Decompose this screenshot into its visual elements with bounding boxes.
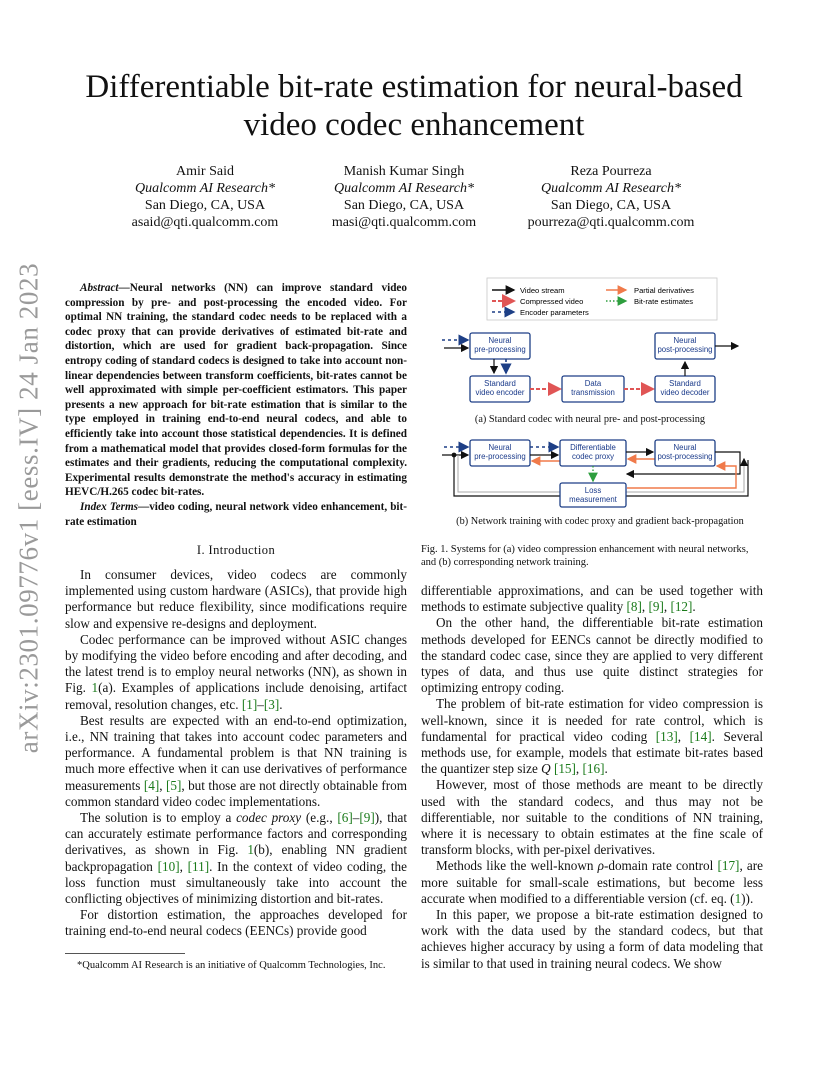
arxiv-identifier-text: arXiv:2301.09776v1 [eess.IV] 24 Jan 2023 — [13, 262, 44, 754]
box-label: post-processing — [657, 345, 713, 354]
author-block — [496, 163, 726, 231]
box-label: measurement — [569, 495, 617, 504]
author-name: Manish Kumar Singh — [343, 164, 465, 179]
title-line-2: video codec enhancement — [243, 107, 585, 143]
citation-link[interactable]: [16] — [582, 761, 605, 777]
author-block — [90, 163, 320, 231]
box-label: Differentiable — [570, 443, 616, 452]
author-email: asaid@qti.qualcomm.com — [131, 215, 279, 230]
legend-compressed-video: Compressed video — [520, 297, 584, 306]
citation-link[interactable]: [1] — [241, 696, 258, 712]
citation-link[interactable]: [9] — [359, 810, 375, 826]
equation-link[interactable]: 1 — [734, 890, 742, 906]
title-line-1: Differentiable bit-rate estimation for neural-based — [85, 69, 743, 105]
author-email: masi@qti.qualcomm.com — [331, 215, 477, 230]
author-affiliation: Qualcomm AI Research* — [135, 181, 275, 196]
citation-link[interactable]: [15] — [553, 761, 576, 777]
paragraph: Codec performance can be improved without ASIC changes by modifying the video before encoding and after decoding, and the latest trend is to employ neural networks (NN), as shown in Fig. 1(a). Examples of applications include denoising, artifact removal, resolution changes, etc. [1]–[3]. — [65, 631, 407, 712]
legend-encoder-parameters: Encoder parameters — [520, 308, 589, 317]
legend-bitrate-estimates: Bit-rate estimates — [634, 297, 694, 306]
citation-link[interactable]: [9] — [648, 599, 664, 615]
citation-link[interactable]: [11] — [187, 858, 210, 874]
box-label: pre-processing — [474, 452, 526, 461]
citation-link[interactable]: [10] — [157, 858, 180, 874]
citation-link[interactable]: [14] — [689, 728, 712, 744]
author-location: San Diego, CA, USA — [550, 198, 672, 213]
box-label: Neural — [673, 443, 697, 452]
legend-video-stream: Video stream — [520, 286, 565, 295]
box-label: Data — [584, 379, 602, 388]
figure-link[interactable]: 1 — [91, 680, 99, 696]
paragraph: The problem of bit-rate estimation for video compression is well-known, since it is needed for rate control, which is fundamental for practical video coding [13], [14]. Several methods use, for example, models that estimate bit-rates based the quantizer step size Q [15], [16]. — [421, 696, 764, 777]
author-affiliation: Qualcomm AI Research* — [334, 181, 474, 196]
author-location: San Diego, CA, USA — [343, 198, 465, 213]
box-label: codec proxy — [571, 452, 615, 461]
author-affiliation: Qualcomm AI Research* — [541, 181, 681, 196]
box-label: Loss — [584, 486, 602, 495]
box-label: transmission — [571, 388, 615, 397]
box-label: Neural — [488, 336, 512, 345]
paragraph: The solution is to employ a codec proxy (e.g., [6]–[9]), that can accurately estimate performance factors and corresponding derivatives, as shown in Fig. 1(b), enabling NN gradient backpropagation [10], [11]. In the context of video coding, the loss function must simultaneously take into account the conflicting objectives of minimizing distortion and bit-rates. — [65, 810, 408, 907]
legend-partial-derivatives: Partial derivatives — [634, 286, 694, 295]
author-name: Amir Said — [176, 164, 234, 179]
figure-diagram — [440, 276, 770, 508]
figure-link[interactable]: 1 — [247, 842, 254, 858]
footnote: *Qualcomm AI Research is an initiative of Qualcomm Technologies, Inc. — [77, 960, 386, 971]
author-name: Reza Pourreza — [570, 164, 652, 179]
index-terms-text: —video coding, neural network video enhancement, bit-rate estimation — [65, 500, 407, 528]
citation-link[interactable]: [8] — [626, 599, 642, 615]
paragraph: Methods like the well-known ρ-domain rate control [17], are more suitable for small-scale estimations, but become less accurate when modified to a differentiable version (cf. eq. (1)). — [421, 858, 763, 906]
citation-link[interactable]: [12] — [670, 599, 693, 615]
box-label: Standard — [669, 379, 701, 388]
paragraph: Best results are expected with an end-to-end optimization, i.e., NN training that takes into account codec parameters and performance. A fundamental problem is that NN training is much more effective when it can use derivatives of performance measurements [4], [5], but those are not directly obtainable from common standard video codec implementations. — [65, 712, 408, 809]
paragraph: However, most of those methods are meant to be directly used with the standard codecs, and thus may not be differentiable, nor suitable to the conditions of NN training, where it is necessary to obtain estimates at the fine scale of transform blocks, with per-pixel derivatives. — [421, 777, 763, 858]
paper-title — [60, 68, 768, 144]
index-terms-label: Index Terms — [80, 500, 138, 513]
abstract-label: Abstract — [80, 282, 119, 294]
citation-link[interactable]: [5] — [165, 777, 182, 793]
paragraph: On the other hand, the differentiable bit-rate estimation methods developed for EENCs cannot be directly modified to the standard codec case, since they are applied to very different types of data, and thus use quite distinct strategies for optimizing entropy coding. — [421, 615, 763, 696]
subfigure-caption-b: (b) Network training with codec proxy and gradient back-propagation — [456, 516, 744, 527]
body-column-right — [421, 583, 763, 972]
citation-link[interactable]: [6] — [337, 810, 353, 826]
abstract — [65, 281, 407, 529]
paragraph: In this paper, we propose a bit-rate estimation designed to work with the data used by the standard codecs, but that achieves higher accuracy by using a form of data modeling that is similar to that used in training neural codecs. We show — [421, 907, 763, 971]
section-heading: I. Introduction — [196, 543, 276, 557]
subfigure-caption-a: (a) Standard codec with neural pre- and post-processing — [474, 414, 706, 425]
arxiv-identifier — [8, 258, 50, 758]
body-column-left — [65, 567, 407, 940]
paragraph: differentiable approximations, and can be used together with methods to estimate subjective quality [8], [9], [12]. — [421, 583, 763, 615]
author-location: San Diego, CA, USA — [144, 198, 266, 213]
box-label: video decoder — [660, 388, 710, 397]
paragraph: For distortion estimation, the approaches developed for training end-to-end neural codecs (EENCs) provide good — [65, 907, 407, 939]
box-label: Neural — [488, 443, 512, 452]
box-label: Neural — [673, 336, 697, 345]
author-block — [289, 163, 519, 231]
citation-link[interactable]: [3] — [263, 696, 280, 712]
box-label: video encoder — [475, 388, 525, 397]
box-label: pre-processing — [474, 345, 526, 354]
citation-link[interactable]: [17] — [717, 858, 740, 874]
figure-caption: Fig. 1. Systems for (a) video compression enhancement with neural networks, and (b) corresponding network training. — [421, 544, 749, 568]
abstract-text: —Neural networks (NN) can improve standard video compression by pre- and post-processing the encoded video. For optimal NN training, the standard codec needs to be replaced with a codec proxy that can provide derivatives of estimated bit-rate and distortion, which are used for gradient back-propagation. Since entropy coding of standard codecs is designed to take into account non-linear dependencies between transform coefficients, bit-rates cannot be well approximated with simple per-coefficient estimators. This paper presents a new approach for bit-rate estimation that is similar to the type employed in training end-to-end neural codecs, and able to efficiently take into account those statistical dependencies. It is defined from a mathematical model that provides closed-form formulas for the estimates and their gradients, reducing the computational complexity. Experimental results demonstrate the method's accuracy in estimating HEVC/H.265 codec bit-rates. — [65, 282, 407, 499]
author-email: pourreza@qti.qualcomm.com — [527, 215, 695, 230]
citation-link[interactable]: [13] — [655, 728, 678, 744]
footnote-rule — [65, 953, 185, 954]
box-label: post-processing — [657, 452, 713, 461]
citation-link[interactable]: [4] — [143, 777, 160, 793]
box-label: Standard — [484, 379, 516, 388]
paragraph: In consumer devices, video codecs are commonly implemented using custom hardware (ASICs), that provide high performance but reduce flexibility, since modifications require slow and expensive re-designs and deployment. — [65, 567, 407, 631]
